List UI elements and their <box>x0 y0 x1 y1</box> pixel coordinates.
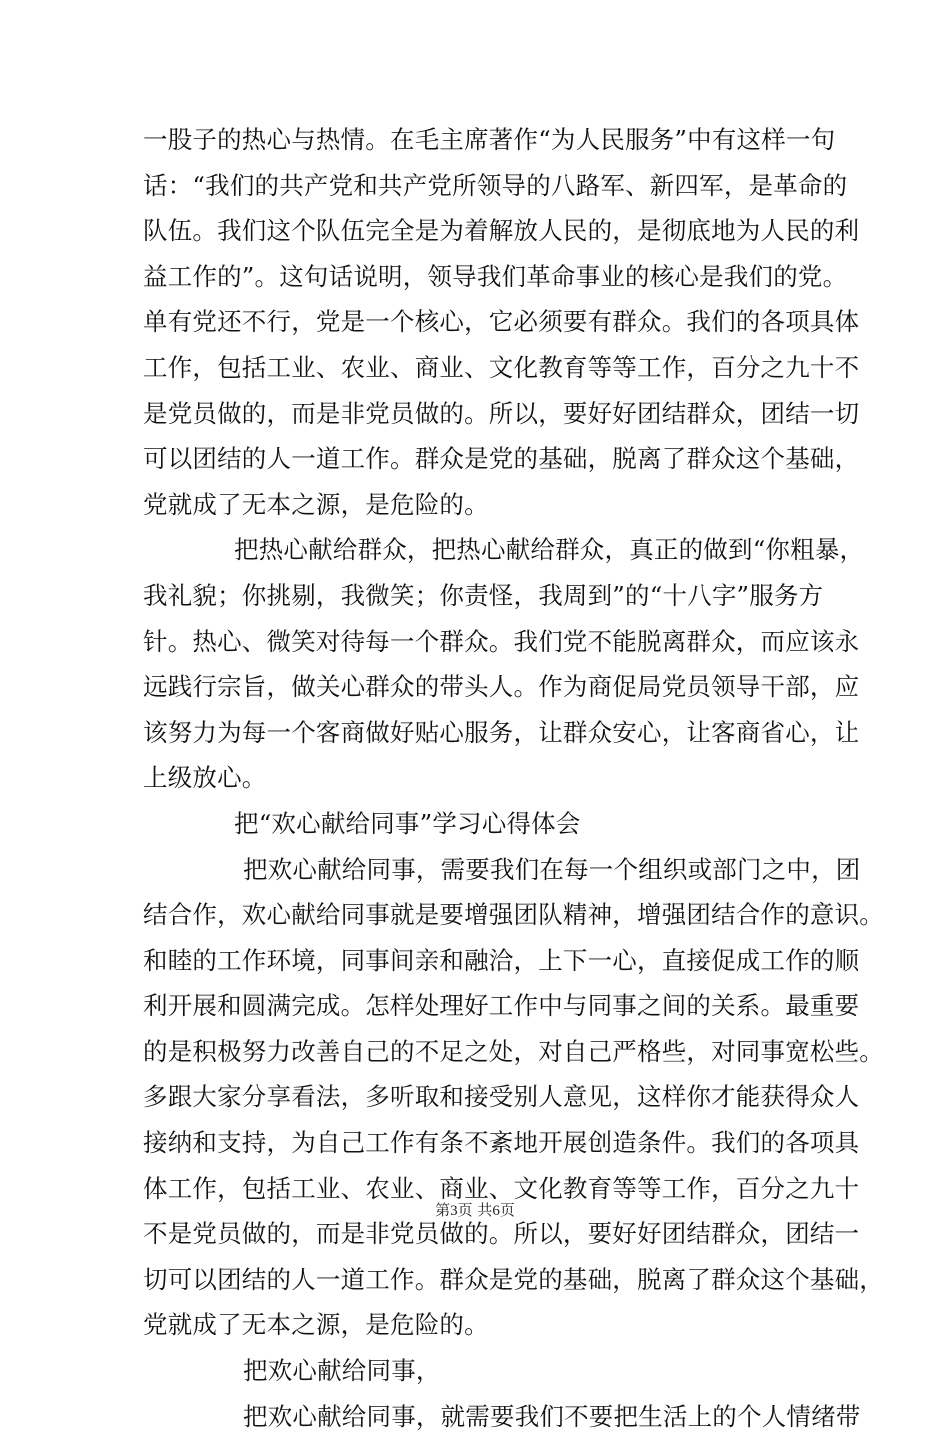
text-line: 队伍。我们这个队伍完全是为着解放人民的，是彻底地为人民的利 <box>143 216 860 246</box>
page-label-mid: 页 共 <box>457 1201 493 1219</box>
text-line: 一股子的热心与热情。在毛主席著作“为人民服务”中有这样一句 <box>143 125 836 154</box>
text-line: 是党员做的，而是非党员做的。所以，要好好团结群众，团结一切 <box>143 398 860 428</box>
text-line: 党就成了无本之源，是危险的。 <box>143 489 489 519</box>
text-line: 益工作的”。这句话说明，领导我们革命事业的核心是我们的党。 <box>143 261 848 291</box>
text-line: 结合作，欢心献给同事就是要增强团队精神，增强团结合作的意识。 <box>143 900 884 930</box>
paragraph-first-line: 把欢心献给同事，就需要我们不要把生活上的个人情绪带 <box>243 1401 861 1431</box>
text-line: 不是党员做的，而是非党员做的。所以，要好好团结群众，团结一 <box>143 1219 860 1249</box>
text-line: 切可以团结的人一道工作。群众是党的基础，脱离了群众这个基础， <box>143 1264 884 1294</box>
text-line: 单有党还不行，党是一个核心，它必须要有群众。我们的各项具体 <box>143 307 860 337</box>
current-page-number: 3 <box>450 1203 458 1219</box>
text-line: 接纳和支持，为自己工作有条不紊地开展创造条件。我们的各项具 <box>143 1128 860 1158</box>
page-label-suffix: 页 <box>499 1201 515 1219</box>
text-line: 该努力为每一个客商做好贴心服务，让群众安心，让客商省心，让 <box>143 717 860 747</box>
text-line: 和睦的工作环境，同事间亲和融洽，上下一心，直接促成工作的顺 <box>143 945 860 975</box>
document-body <box>143 117 884 1439</box>
page-footer <box>0 1199 950 1220</box>
text-line: 我礼貌；你挑剔，我微笑；你责怪，我周到”的“十八字”服务方 <box>143 580 824 610</box>
text-line: 针。热心、微笑对待每一个群众。我们党不能脱离群众，而应该永 <box>143 626 860 656</box>
text-line: 工作，包括工业、农业、商业、文化教育等等工作，百分之九十不 <box>143 352 860 382</box>
text-line: 的是积极努力改善自己的不足之处，对自己严格些，对同事宽松些。 <box>143 1036 884 1066</box>
text-line: 党就成了无本之源，是危险的。 <box>143 1310 489 1340</box>
text-line: 利开展和圆满完成。怎样处理好工作中与同事之间的关系。最重要 <box>143 991 860 1021</box>
text-line: 话：“我们的共产党和共产党所领导的八路军、新四军，是革命的 <box>143 170 848 200</box>
text-line: 远践行宗旨，做关心群众的带头人。作为商促局党员领导干部，应 <box>143 672 860 702</box>
section-heading: 把“欢心献给同事”学习心得体会 <box>234 808 581 838</box>
page-label-prefix: 第 <box>435 1201 451 1219</box>
paragraph-first-line: 把欢心献给同事， <box>243 1356 441 1386</box>
text-line: 可以团结的人一道工作。群众是党的基础，脱离了群众这个基础， <box>143 444 860 474</box>
paragraph-first-line: 把热心献给群众，把热心献给群众，真正的做到“你粗暴， <box>234 535 865 565</box>
text-line: 多跟大家分享看法，多听取和接受别人意见，这样你才能获得众人 <box>143 1082 860 1112</box>
text-line: 上级放心。 <box>143 763 267 793</box>
paragraph-first-line: 把欢心献给同事，需要我们在每一个组织或部门之中，团 <box>243 854 861 884</box>
total-pages-number: 6 <box>492 1203 500 1219</box>
text-line: 体工作，包括工业、农业、商业、文化教育等等工作，百分之九十 <box>143 1173 860 1203</box>
